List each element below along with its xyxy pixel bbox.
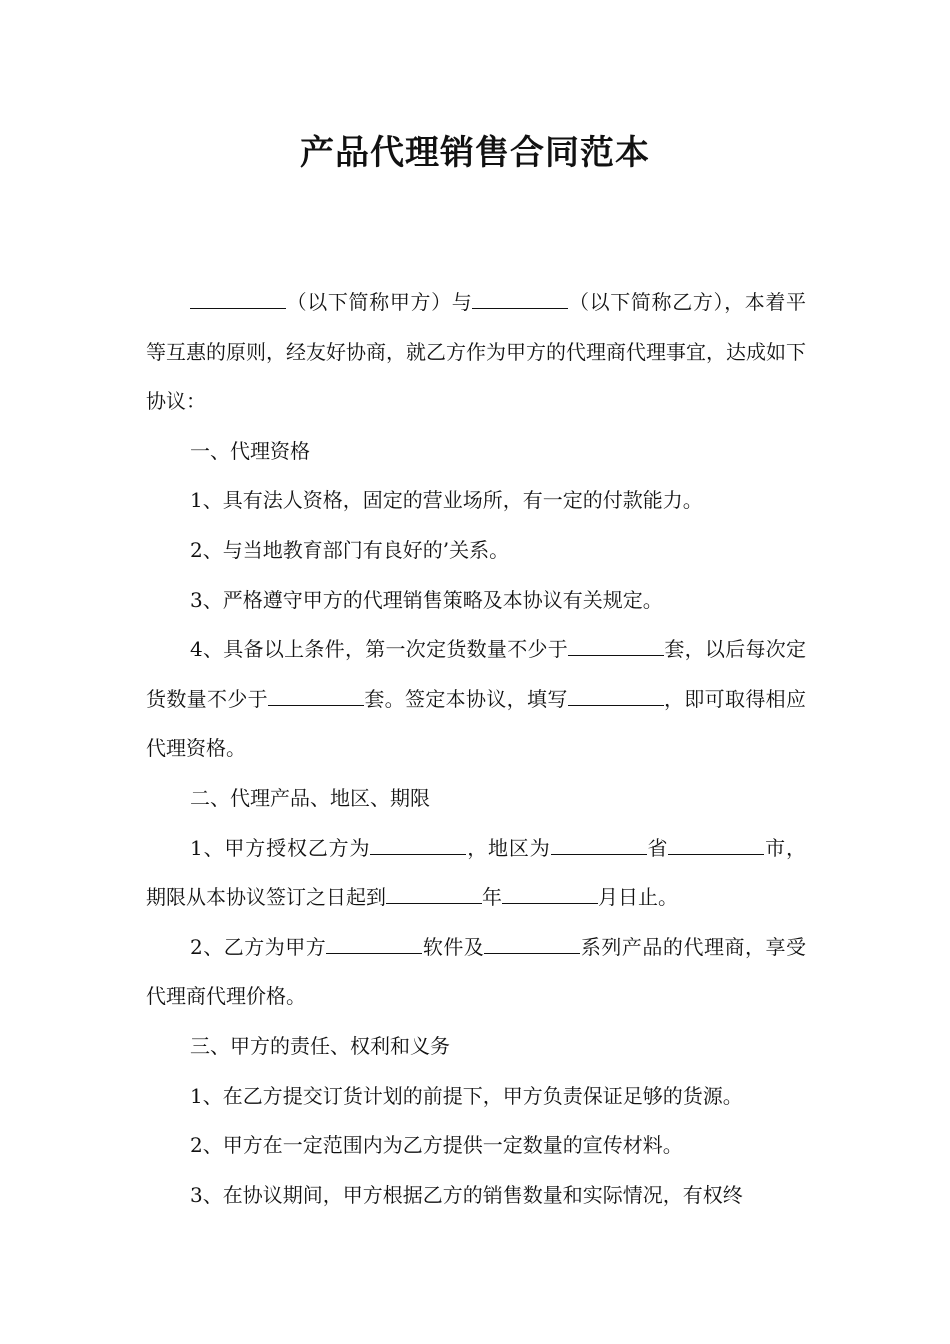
paragraph-text: 一、代理资格 — [190, 438, 310, 463]
fill-in-blank — [568, 683, 664, 706]
paragraph-text: （以下简称甲方）与 — [286, 290, 473, 314]
paragraph-text: 1、在乙方提交订货计划的前提下，甲方负责保证足够的货源。 — [190, 1083, 743, 1108]
paragraph — [146, 824, 806, 923]
paragraph-text: （以下简称乙方），本着平等互惠的原则，经友好协商，就乙方作为甲方的代理商代理事宜，达成如下协议： — [146, 290, 807, 414]
paragraph-text: 软件及 — [422, 934, 485, 959]
paragraph-text: 2、乙方为甲方 — [190, 934, 327, 959]
fill-in-blank — [551, 832, 647, 855]
paragraph — [146, 1171, 806, 1221]
document-body — [146, 278, 806, 1220]
paragraph-text: 三、甲方的责任、权利和义务 — [190, 1033, 450, 1058]
paragraph-text: 1、甲方授权乙方为 — [190, 835, 371, 860]
paragraph-text: 2、与当地教育部门有良好的’关系。 — [190, 537, 510, 562]
document-title: 产品代理销售合同范本 — [300, 133, 650, 173]
paragraph — [146, 1121, 806, 1171]
paragraph-text: 3、严格遵守甲方的代理销售策略及本协议有关规定。 — [190, 587, 663, 612]
fill-in-blank — [326, 931, 422, 954]
fill-in-blank — [472, 286, 568, 309]
paragraph — [146, 427, 806, 477]
paragraph — [146, 526, 806, 576]
fill-in-blank — [268, 683, 364, 706]
fill-in-blank — [502, 881, 598, 904]
paragraph-text: 3、在协议期间，甲方根据乙方的销售数量和实际情况，有权终 — [190, 1182, 743, 1207]
paragraph-text: 系列产品的代理商，享受代理商代理价格。 — [146, 934, 807, 1009]
paragraph-text: 月日止。 — [598, 885, 678, 910]
paragraph-text: 省 — [646, 835, 669, 860]
paragraph-text: 4、具备以上条件，第一次定货数量不少于 — [190, 637, 569, 662]
paragraph — [146, 1072, 806, 1122]
paragraph-text: 年 — [482, 885, 502, 910]
paragraph — [146, 1022, 806, 1072]
paragraph-text: 1、具有法人资格，固定的营业场所，有一定的付款能力。 — [190, 488, 703, 513]
paragraph — [146, 476, 806, 526]
fill-in-blank — [190, 286, 286, 309]
paragraph-text: 套，以后每次定货数量不少于 — [146, 637, 807, 711]
paragraph — [146, 923, 806, 1022]
fill-in-blank — [370, 832, 466, 855]
paragraph-text: 二、代理产品、地区、期限 — [190, 785, 430, 810]
paragraph-text: 市，期限从本协议签订之日起到 — [146, 835, 807, 910]
paragraph-text: ，地区为 — [466, 835, 551, 860]
fill-in-blank — [386, 881, 482, 904]
fill-in-blank — [668, 832, 764, 855]
paragraph-text: 2、甲方在一定范围内为乙方提供一定数量的宣传材料。 — [190, 1133, 683, 1158]
fill-in-blank — [568, 633, 664, 656]
paragraph — [146, 625, 806, 774]
paragraph — [146, 774, 806, 824]
paragraph — [146, 278, 806, 427]
fill-in-blank — [484, 931, 580, 954]
paragraph — [146, 576, 806, 626]
paragraph-text: ，即可取得相应代理资格。 — [146, 686, 807, 761]
paragraph-text: 套。签定本协议，填写 — [364, 686, 568, 711]
